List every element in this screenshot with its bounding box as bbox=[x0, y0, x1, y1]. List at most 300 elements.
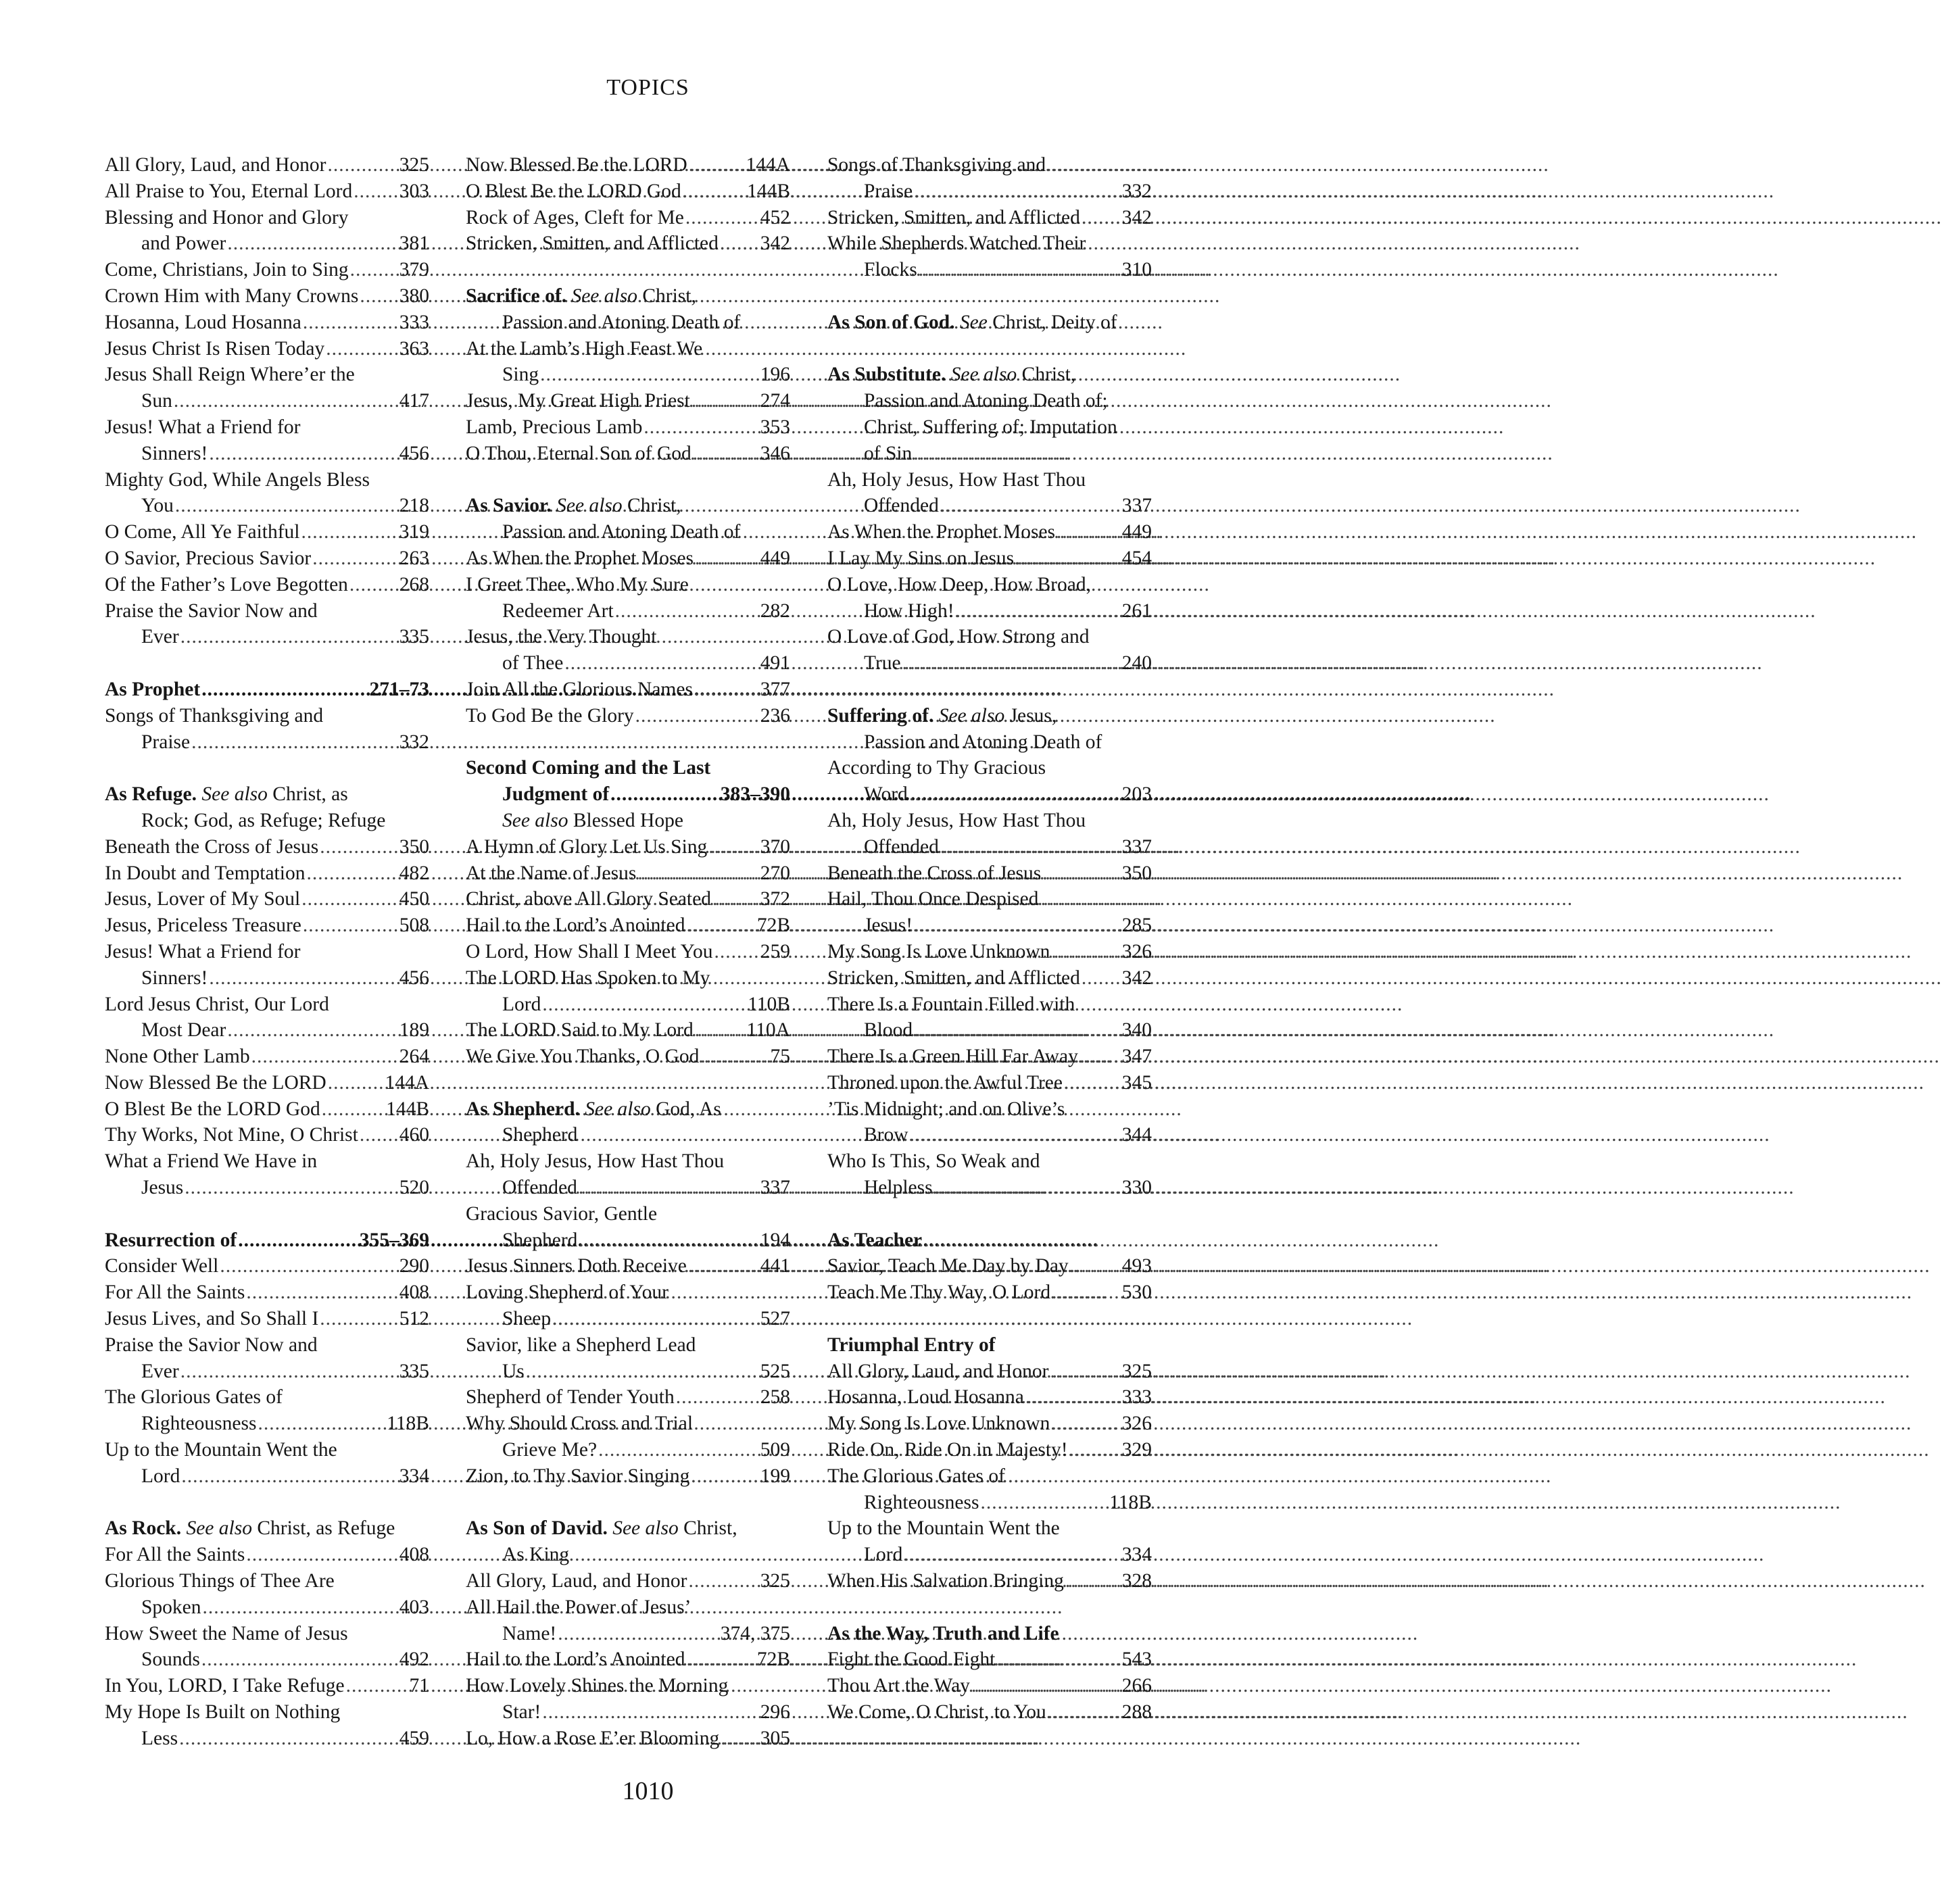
page-title: TOPICS bbox=[606, 75, 689, 100]
entry-title: Jesus! What a Friend for bbox=[105, 416, 301, 438]
entry-title: Sinners! bbox=[141, 967, 208, 989]
index-entry-continuation bbox=[827, 834, 1152, 860]
entry-title: I Lay My Sins on Jesus bbox=[827, 547, 1015, 569]
index-entry-continuation bbox=[466, 1621, 790, 1647]
dot-leader bbox=[642, 414, 760, 441]
spacer bbox=[827, 1594, 1152, 1621]
index-entry bbox=[105, 1044, 429, 1070]
page-reference: 325 bbox=[399, 154, 429, 176]
page-reference: 334 bbox=[399, 1465, 429, 1487]
page-reference: 310 bbox=[1121, 259, 1152, 281]
entry-title: To God Be the Glory bbox=[466, 704, 634, 727]
entry-title: Blood bbox=[864, 1019, 913, 1042]
page-reference: 270 bbox=[760, 862, 790, 884]
index-entry bbox=[105, 703, 429, 729]
entry-title: All Hail the Power of Jesus’ bbox=[466, 1596, 691, 1618]
page-reference: 258 bbox=[760, 1386, 790, 1409]
dot-leader bbox=[690, 388, 760, 414]
entry-title: Christ, Suffering of; Imputation bbox=[864, 416, 1117, 438]
spacer bbox=[827, 1306, 1152, 1332]
dot-leader bbox=[933, 1175, 1122, 1201]
index-entry bbox=[105, 362, 429, 388]
page-reference: 144B bbox=[386, 1098, 429, 1120]
entry-title: Shepherd bbox=[502, 1124, 578, 1146]
page-reference: 383–390 bbox=[720, 783, 790, 806]
page-reference: 456 bbox=[399, 967, 429, 989]
entry-title: My Hope Is Built on Nothing bbox=[105, 1701, 341, 1724]
entry-title: Less bbox=[141, 1727, 178, 1749]
index-entry bbox=[466, 677, 790, 703]
see-also-label: See also bbox=[201, 783, 268, 806]
index-entry bbox=[827, 1673, 1152, 1699]
page-reference: 266 bbox=[1121, 1675, 1152, 1697]
index-entry bbox=[466, 1044, 790, 1070]
dot-leader bbox=[685, 1646, 756, 1673]
spacer bbox=[466, 1490, 790, 1516]
entry-title: Offended bbox=[864, 835, 939, 858]
dot-leader bbox=[687, 1568, 760, 1594]
index-entry bbox=[466, 624, 790, 650]
page-reference: 363 bbox=[399, 337, 429, 360]
page-reference: 449 bbox=[760, 547, 790, 569]
index-entry-continuation bbox=[827, 388, 1152, 414]
entry-title: At the Lamb’s High Feast We bbox=[466, 337, 703, 360]
entry-title: At the Name of Jesus bbox=[466, 862, 637, 884]
index-entry-continuation bbox=[466, 1437, 790, 1463]
entry-title: True bbox=[864, 652, 901, 675]
entry-title: As When the Prophet Moses bbox=[466, 547, 694, 569]
page-reference: 288 bbox=[1121, 1701, 1152, 1724]
index-entry bbox=[827, 1096, 1152, 1123]
page-reference: 335 bbox=[399, 626, 429, 648]
index-entry-continuation bbox=[827, 1542, 1152, 1568]
index-entry bbox=[105, 572, 429, 598]
page-reference: 344 bbox=[1121, 1124, 1152, 1146]
index-entry bbox=[466, 388, 790, 414]
index-entry bbox=[827, 230, 1152, 257]
page-reference: 72B bbox=[756, 1649, 790, 1671]
page-reference: 337 bbox=[1121, 495, 1152, 517]
entry-title: As King bbox=[502, 1544, 570, 1566]
entry-title: Join All the Glorious Names bbox=[466, 678, 693, 700]
page-reference: 441 bbox=[760, 1255, 790, 1277]
dot-leader bbox=[245, 1542, 399, 1568]
index-entry bbox=[105, 414, 429, 441]
page-reference: 355–369 bbox=[359, 1229, 429, 1251]
index-entry bbox=[105, 886, 429, 912]
entry-title: Praise bbox=[141, 731, 191, 753]
spacer bbox=[105, 650, 429, 677]
entry-title: O Blest Be the LORD God bbox=[105, 1098, 320, 1120]
index-entry bbox=[466, 860, 790, 887]
page-number: 1010 bbox=[622, 1777, 674, 1805]
page-reference: 342 bbox=[1121, 206, 1152, 228]
entry-title: The LORD Has Spoken to My bbox=[466, 967, 710, 989]
index-entry bbox=[105, 834, 429, 860]
entry-title: All Glory, Laud, and Honor bbox=[827, 1360, 1049, 1382]
dot-leader bbox=[525, 1359, 760, 1385]
index-entry bbox=[105, 1148, 429, 1175]
reference-target: God, As bbox=[656, 1098, 721, 1120]
entry-title: Up to the Mountain Went the bbox=[105, 1439, 337, 1461]
entry-title: When His Salvation Bringing bbox=[827, 1570, 1064, 1592]
page-reference: 332 bbox=[399, 731, 429, 753]
index-entry bbox=[827, 1568, 1152, 1594]
dot-leader bbox=[970, 1673, 1122, 1699]
entry-title: O Savior, Precious Savior bbox=[105, 547, 312, 569]
entry-title: Loving Shepherd of Your bbox=[466, 1281, 669, 1304]
entry-title: Star! bbox=[502, 1701, 541, 1724]
dot-leader bbox=[256, 1411, 387, 1437]
dot-leader bbox=[634, 703, 760, 729]
dot-leader bbox=[691, 441, 760, 467]
dot-leader bbox=[995, 1646, 1121, 1673]
topic-heading bbox=[466, 493, 790, 519]
index-entry bbox=[105, 1437, 429, 1463]
index-entry bbox=[105, 598, 429, 625]
page-reference: 264 bbox=[399, 1046, 429, 1068]
spacer bbox=[105, 1201, 429, 1227]
dot-leader bbox=[577, 1175, 760, 1201]
page-reference: 460 bbox=[399, 1124, 429, 1146]
entry-title: Offended bbox=[502, 1177, 577, 1199]
index-entry bbox=[466, 965, 790, 992]
entry-title: The LORD Said to My Lord bbox=[466, 1019, 694, 1042]
heading-key: As Refuge. bbox=[105, 783, 197, 806]
topic-heading bbox=[105, 781, 429, 808]
spacer bbox=[466, 1070, 790, 1096]
dot-leader bbox=[711, 886, 760, 912]
dot-leader bbox=[208, 441, 399, 467]
entry-title: Now Blessed Be the LORD bbox=[466, 154, 687, 176]
page-reference: 268 bbox=[399, 573, 429, 595]
dot-leader bbox=[707, 834, 760, 860]
entry-title: All Glory, Laud, and Honor bbox=[105, 154, 326, 176]
reference-target: Christ, bbox=[642, 285, 696, 307]
entry-title: For All the Saints bbox=[105, 1544, 245, 1566]
index-entry-continuation bbox=[827, 1122, 1152, 1148]
entry-title: Us bbox=[502, 1360, 525, 1382]
entry-title: In Doubt and Temptation bbox=[105, 862, 306, 884]
dot-leader bbox=[245, 1279, 399, 1306]
index-entry-continuation bbox=[466, 1175, 790, 1201]
reference-target: Jesus, bbox=[1009, 704, 1057, 727]
index-entry bbox=[827, 886, 1152, 912]
entry-title: Hail to the Lord’s Anointed bbox=[466, 914, 685, 937]
topic-heading bbox=[105, 1515, 429, 1542]
page-reference: 290 bbox=[399, 1255, 429, 1277]
heading-text bbox=[502, 808, 683, 834]
topic-heading bbox=[466, 1515, 790, 1542]
index-entry bbox=[105, 336, 429, 362]
entry-title: Judgment of bbox=[502, 783, 610, 806]
index-entry-continuation bbox=[105, 1411, 429, 1437]
heading-key: As Son of God. bbox=[827, 311, 955, 333]
page-reference: 330 bbox=[1121, 1177, 1152, 1199]
page-reference: 110B bbox=[748, 993, 790, 1015]
index-entry-continuation bbox=[827, 257, 1152, 283]
entry-title: Name! bbox=[502, 1622, 557, 1644]
page-reference: 118B bbox=[1109, 1491, 1152, 1513]
entry-title: Ever bbox=[141, 626, 179, 648]
entry-title: Helpless bbox=[864, 1177, 933, 1199]
entry-title: How High! bbox=[864, 600, 954, 622]
index-entry bbox=[827, 1699, 1152, 1726]
index-entry-continuation bbox=[827, 441, 1152, 467]
dot-leader bbox=[913, 912, 1122, 939]
dot-leader bbox=[913, 1017, 1122, 1044]
entry-title: Lord bbox=[141, 1465, 180, 1487]
index-entry-continuation bbox=[827, 598, 1152, 625]
page-reference: 377 bbox=[760, 678, 790, 700]
dot-leader bbox=[1014, 545, 1122, 572]
page-reference: 350 bbox=[1121, 862, 1152, 884]
dot-leader bbox=[687, 1253, 760, 1279]
page-reference: 72B bbox=[756, 914, 790, 937]
page-reference: 199 bbox=[760, 1465, 790, 1487]
entry-title: I Greet Thee, Who My Sure bbox=[466, 573, 689, 595]
entry-title: Come, Christians, Join to Sing bbox=[105, 259, 349, 281]
dot-leader bbox=[908, 781, 1122, 808]
dot-leader bbox=[218, 1253, 399, 1279]
page-reference: 374, 375 bbox=[720, 1622, 790, 1644]
entry-title: Of the Father’s Love Begotten bbox=[105, 573, 348, 595]
dot-leader bbox=[1024, 1384, 1122, 1411]
index-entry bbox=[466, 912, 790, 939]
entry-title: Passion and Atoning Death of; bbox=[864, 390, 1108, 412]
page-reference: 520 bbox=[399, 1177, 429, 1199]
page-reference: 333 bbox=[1121, 1386, 1152, 1409]
index-entry-continuation bbox=[105, 1463, 429, 1490]
heading-key: Suffering of. bbox=[827, 704, 934, 727]
dot-leader bbox=[551, 1306, 760, 1332]
topic-heading bbox=[466, 1096, 790, 1123]
heading-text bbox=[466, 283, 696, 310]
page-reference: 189 bbox=[399, 1019, 429, 1042]
entry-title: The Glorious Gates of bbox=[827, 1465, 1005, 1487]
index-entry bbox=[827, 152, 1152, 178]
dot-leader bbox=[675, 1384, 760, 1411]
reference-target: Christ, Deity of bbox=[992, 311, 1117, 333]
entry-title: According to Thy Gracious bbox=[827, 757, 1046, 779]
entry-title: Glorious Things of Thee Are bbox=[105, 1570, 335, 1592]
entry-title: Resurrection of bbox=[105, 1229, 237, 1251]
index-entry bbox=[466, 1279, 790, 1306]
dot-leader bbox=[609, 781, 721, 808]
spacer bbox=[105, 1490, 429, 1516]
index-entry bbox=[466, 1594, 790, 1621]
index-entry-continuation bbox=[105, 729, 429, 756]
entry-title: Blessing and Honor and Glory bbox=[105, 206, 349, 228]
page-reference: 482 bbox=[399, 862, 429, 884]
dot-leader bbox=[712, 939, 760, 965]
page-reference: 346 bbox=[760, 442, 790, 464]
page-reference: 282 bbox=[760, 600, 790, 622]
index-entry bbox=[827, 1646, 1152, 1673]
entry-title: There Is a Fountain Filled with bbox=[827, 993, 1075, 1015]
dot-leader bbox=[1063, 1070, 1122, 1096]
topic-heading bbox=[827, 310, 1152, 336]
index-entry bbox=[105, 1070, 429, 1096]
heading-text bbox=[827, 362, 1075, 388]
page-reference: 350 bbox=[399, 835, 429, 858]
topic-heading-continuation bbox=[466, 781, 790, 808]
entry-title: Righteousness bbox=[864, 1491, 979, 1513]
index-entry bbox=[466, 178, 790, 205]
entry-title: Jesus Lives, and So Shall I bbox=[105, 1308, 319, 1330]
dot-leader bbox=[326, 152, 399, 178]
index-entry bbox=[105, 992, 429, 1018]
entry-title: Lamb, Precious Lamb bbox=[466, 416, 643, 438]
dot-leader bbox=[908, 1122, 1122, 1148]
entry-title: Ever bbox=[141, 1360, 179, 1382]
entry-title: Lord bbox=[502, 993, 541, 1015]
page-reference: 303 bbox=[399, 180, 429, 202]
entry-title: Spoken bbox=[141, 1596, 201, 1618]
index-entry-continuation bbox=[827, 1175, 1152, 1201]
dot-leader bbox=[358, 283, 399, 310]
index-entry bbox=[105, 1699, 429, 1726]
index-entry bbox=[466, 1384, 790, 1411]
page-reference: 144B bbox=[747, 180, 790, 202]
dot-leader bbox=[636, 860, 760, 887]
spacer bbox=[827, 336, 1152, 362]
index-entry bbox=[827, 1411, 1152, 1437]
spacer bbox=[466, 257, 790, 283]
dot-leader bbox=[179, 624, 399, 650]
index-entry bbox=[105, 1122, 429, 1148]
page-reference: 417 bbox=[399, 390, 429, 412]
page-reference: 450 bbox=[399, 888, 429, 910]
entry-title: My Song Is Love Unknown bbox=[827, 940, 1050, 962]
topic-heading bbox=[827, 362, 1152, 388]
index-entry bbox=[466, 1726, 790, 1752]
entry-title: Jesus! What a Friend for bbox=[105, 940, 301, 962]
index-entry-continuation bbox=[827, 1017, 1152, 1044]
page-reference: 525 bbox=[760, 1360, 790, 1382]
index-entry bbox=[466, 834, 790, 860]
page-reference: 261 bbox=[1121, 600, 1152, 622]
page-reference: 492 bbox=[399, 1649, 429, 1671]
entry-title: Flocks bbox=[864, 259, 917, 281]
entry-title: Grieve Me? bbox=[502, 1439, 598, 1461]
page-reference: 340 bbox=[1121, 1019, 1152, 1042]
entry-title: O Come, All Ye Faithful bbox=[105, 521, 300, 543]
index-entry bbox=[105, 467, 429, 493]
index-entry-continuation bbox=[827, 729, 1152, 756]
index-entry-continuation bbox=[105, 1017, 429, 1044]
page-reference: 379 bbox=[399, 259, 429, 281]
index-entry bbox=[105, 1096, 429, 1123]
page-reference: 285 bbox=[1121, 914, 1152, 937]
entry-title: What a Friend We Have in bbox=[105, 1150, 318, 1173]
page-reference: 305 bbox=[760, 1727, 790, 1749]
see-also-label: See also bbox=[938, 704, 1005, 727]
entry-title: As When the Prophet Moses bbox=[827, 521, 1056, 543]
entry-title: Ah, Holy Jesus, How Hast Thou bbox=[466, 1150, 725, 1173]
index-entry-continuation bbox=[466, 1699, 790, 1726]
index-entry bbox=[105, 1279, 429, 1306]
entry-title: Mighty God, While Angels Bless bbox=[105, 468, 370, 491]
entry-title: and Power bbox=[141, 233, 226, 255]
see-also-label: See also bbox=[556, 495, 623, 517]
entry-title: Hosanna, Loud Hosanna bbox=[827, 1386, 1024, 1409]
heading-text bbox=[827, 310, 1117, 336]
page-reference: 337 bbox=[1121, 835, 1152, 858]
index-entry bbox=[827, 1070, 1152, 1096]
page-reference: 530 bbox=[1121, 1281, 1152, 1304]
page-reference: 342 bbox=[760, 233, 790, 255]
index-entry bbox=[105, 939, 429, 965]
index-entry bbox=[827, 755, 1152, 781]
entry-title: Why Should Cross and Trial bbox=[466, 1413, 694, 1435]
index-entry-continuation bbox=[105, 808, 429, 834]
index-entry-continuation bbox=[105, 624, 429, 650]
page-reference: 325 bbox=[1121, 1360, 1152, 1382]
entry-title: Brow bbox=[864, 1124, 908, 1146]
page-reference: 509 bbox=[760, 1439, 790, 1461]
index-entry bbox=[466, 1568, 790, 1594]
dot-leader bbox=[539, 362, 760, 388]
index-column-2 bbox=[466, 152, 790, 1752]
topic-heading bbox=[827, 1332, 1152, 1359]
entry-title: The Glorious Gates of bbox=[105, 1386, 283, 1409]
index-entry bbox=[466, 1411, 790, 1437]
entry-title: O Thou, Eternal Son of God bbox=[466, 442, 691, 464]
entry-title: Zion, to Thy Savior Singing bbox=[466, 1465, 690, 1487]
entry-title: Offended bbox=[864, 495, 939, 517]
index-entry bbox=[827, 1515, 1152, 1542]
index-entry-continuation bbox=[105, 1646, 429, 1673]
reference-target: Christ, bbox=[627, 495, 681, 517]
index-entry bbox=[466, 1332, 790, 1359]
index-entry-continuation bbox=[466, 992, 790, 1018]
entry-title: Lord Jesus Christ, Our Lord bbox=[105, 993, 329, 1015]
dot-leader bbox=[358, 1122, 399, 1148]
dot-leader bbox=[902, 1542, 1121, 1568]
entry-title: We Come, O Christ, to You bbox=[827, 1701, 1046, 1724]
spacer bbox=[827, 1201, 1152, 1227]
entry-title: Now Blessed Be the LORD bbox=[105, 1071, 326, 1094]
page-reference: 75 bbox=[770, 1046, 790, 1068]
entry-title: Up to the Mountain Went the bbox=[827, 1517, 1060, 1540]
entry-title: We Give You Thanks, O God bbox=[466, 1046, 700, 1068]
entry-title: Songs of Thanksgiving and bbox=[105, 704, 324, 727]
index-entry-continuation bbox=[466, 1122, 790, 1148]
index-entry bbox=[105, 1621, 429, 1647]
page-reference: 342 bbox=[1121, 967, 1152, 989]
entry-title: Sun bbox=[141, 390, 172, 412]
index-entry bbox=[827, 965, 1152, 992]
entry-title: Stricken, Smitten, and Afflicted bbox=[827, 967, 1080, 989]
index-entry bbox=[466, 1463, 790, 1490]
index-entry bbox=[827, 1044, 1152, 1070]
dot-leader bbox=[681, 178, 747, 205]
dot-leader bbox=[174, 493, 399, 519]
dot-leader bbox=[348, 572, 399, 598]
dot-leader bbox=[1041, 860, 1121, 887]
reference-target: Christ, as bbox=[272, 783, 348, 806]
index-entry bbox=[827, 1359, 1152, 1385]
index-entry-continuation bbox=[105, 441, 429, 467]
page-reference: 345 bbox=[1121, 1071, 1152, 1094]
index-entry-continuation bbox=[466, 1542, 790, 1568]
page-reference: 296 bbox=[760, 1701, 790, 1724]
reference-target: Christ, as Refuge bbox=[257, 1517, 395, 1540]
index-entry bbox=[105, 310, 429, 336]
index-entry-continuation bbox=[466, 598, 790, 625]
dot-leader bbox=[901, 650, 1122, 677]
